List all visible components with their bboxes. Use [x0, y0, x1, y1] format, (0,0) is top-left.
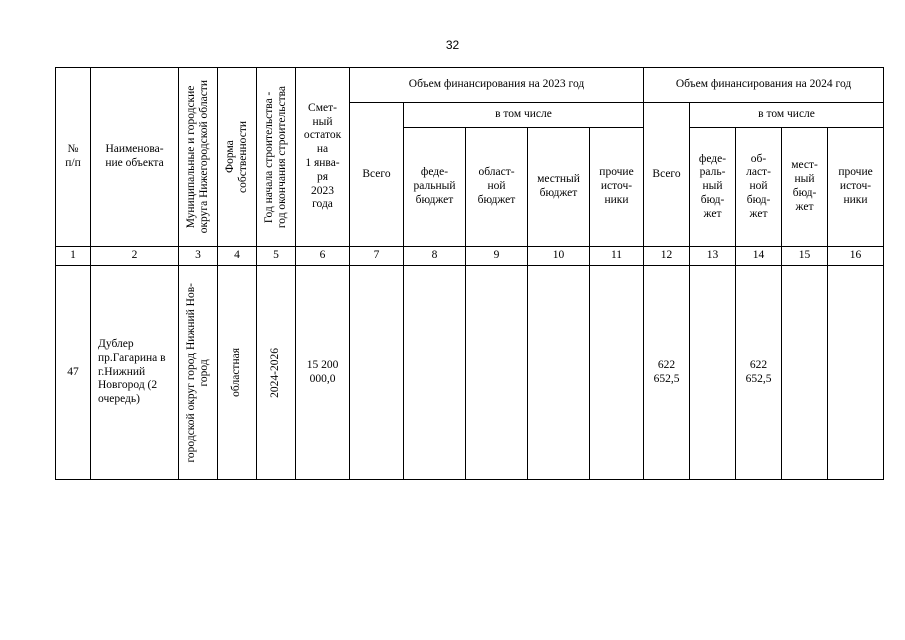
header-ownership-text: Форма собственности [223, 121, 249, 193]
row-municipal [179, 266, 218, 480]
column-number: 4 [218, 247, 257, 266]
header-federal-2024: феде- раль- ный бюд- жет [690, 128, 736, 247]
column-number: 8 [404, 247, 466, 266]
column-number: 15 [782, 247, 828, 266]
row-num: 47 [56, 266, 91, 480]
header-name: Наименова- ние объекта [91, 68, 179, 247]
column-number: 7 [350, 247, 404, 266]
header-years-text: Год начала строительства - год окончания строительства [262, 85, 288, 229]
header-fin-2024: Объем финансирования на 2024 год [644, 68, 884, 103]
column-number: 14 [736, 247, 782, 266]
header-regional-2024: об- ласт- ной бюд- жет [736, 128, 782, 247]
header-estimate: Смет- ный остаток на 1 янва- ря 2023 года [296, 68, 350, 247]
row-estimate: 15 200 000,0 [296, 266, 350, 480]
header-fin-2023: Объем финансирования на 2023 год [350, 68, 644, 103]
row-federal-2024 [690, 266, 736, 480]
row-object-name: Дублер пр.Гагарина в г.Нижний Новгород (2 очередь) [91, 266, 179, 480]
row-years [257, 266, 296, 480]
column-number: 16 [828, 247, 884, 266]
header-municipal-text: Муниципальные и городские округа Нижегородской области [184, 80, 210, 234]
row-local-2024 [782, 266, 828, 480]
row-municipal-text: городской округ город Нижний Нов- город [184, 282, 210, 463]
row-regional-2024: 622 652,5 [736, 266, 782, 480]
header-federal-2023: феде- ральный бюджет [404, 128, 466, 247]
page-number: 32 [445, 38, 460, 52]
table-row [56, 266, 884, 480]
header-years [257, 68, 296, 247]
financing-table [55, 67, 884, 480]
column-number: 12 [644, 247, 690, 266]
header-including-2023: в том числе [404, 103, 644, 128]
column-numbers-row [56, 247, 884, 266]
row-years-text: 2024-2026 [269, 347, 282, 398]
column-number: 3 [179, 247, 218, 266]
row-federal-2023 [404, 266, 466, 480]
column-number: 9 [466, 247, 528, 266]
row-regional-2023 [466, 266, 528, 480]
row-total-2024: 622 652,5 [644, 266, 690, 480]
header-ownership [218, 68, 257, 247]
column-number: 1 [56, 247, 91, 266]
column-number: 11 [590, 247, 644, 266]
row-ownership-text: областная [230, 348, 243, 397]
header-other-2023: прочие источ- ники [590, 128, 644, 247]
header-total-2023: Всего [350, 103, 404, 247]
header-municipal [179, 68, 218, 247]
column-number: 13 [690, 247, 736, 266]
column-number: 5 [257, 247, 296, 266]
row-local-2023 [528, 266, 590, 480]
column-number: 2 [91, 247, 179, 266]
header-local-2024: мест- ный бюд- жет [782, 128, 828, 247]
header-num: № п/п [56, 68, 91, 247]
header-including-2024: в том числе [690, 103, 884, 128]
row-other-2023 [590, 266, 644, 480]
row-total-2023 [350, 266, 404, 480]
column-number: 6 [296, 247, 350, 266]
row-other-2024 [828, 266, 884, 480]
header-other-2024: прочие источ- ники [828, 128, 884, 247]
row-ownership [218, 266, 257, 480]
header-total-2024: Всего [644, 103, 690, 247]
header-local-2023: местный бюджет [528, 128, 590, 247]
column-number: 10 [528, 247, 590, 266]
header-regional-2023: област- ной бюджет [466, 128, 528, 247]
